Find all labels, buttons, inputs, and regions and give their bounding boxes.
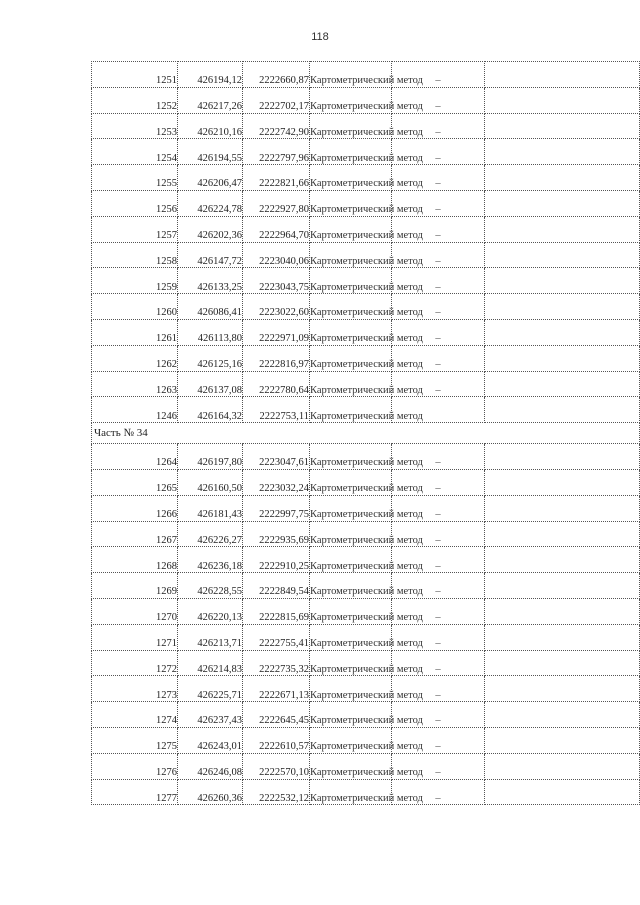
point-number: 1267	[92, 521, 178, 547]
table-row	[92, 573, 640, 599]
description-cell	[485, 165, 640, 191]
accuracy-cell: –	[392, 294, 485, 320]
accuracy-cell: –	[392, 702, 485, 728]
point-number: 1265	[92, 469, 178, 495]
coordinate-y: 2222816,97	[243, 345, 310, 371]
table-row	[92, 87, 640, 113]
coordinate-x: 426224,78	[178, 190, 243, 216]
accuracy-cell: –	[392, 87, 485, 113]
coordinate-x: 426125,16	[178, 345, 243, 371]
description-cell	[485, 371, 640, 397]
table-row	[92, 624, 640, 650]
point-number: 1274	[92, 702, 178, 728]
description-cell	[485, 727, 640, 753]
point-number: 1277	[92, 779, 178, 805]
description-cell	[485, 702, 640, 728]
accuracy-cell: –	[392, 547, 485, 573]
description-cell	[485, 624, 640, 650]
coordinate-x: 426197,80	[178, 444, 243, 470]
table-row	[92, 521, 640, 547]
method-cell: Картометрический метод	[310, 676, 392, 702]
coordinate-x: 426086,41	[178, 294, 243, 320]
point-number: 1261	[92, 319, 178, 345]
accuracy-cell: –	[392, 139, 485, 165]
method-cell: Картометрический метод	[310, 598, 392, 624]
method-cell: Картометрический метод	[310, 521, 392, 547]
coordinate-y: 2222815,69	[243, 598, 310, 624]
coordinate-y: 2222971,09	[243, 319, 310, 345]
coordinate-y: 2222671,13	[243, 676, 310, 702]
method-cell: Картометрический метод	[310, 469, 392, 495]
method-cell: Картометрический метод	[310, 371, 392, 397]
description-cell	[485, 87, 640, 113]
method-cell: Картометрический метод	[310, 547, 392, 573]
method-cell: Картометрический метод	[310, 624, 392, 650]
method-cell: Картометрический метод	[310, 702, 392, 728]
coordinate-x: 426181,43	[178, 495, 243, 521]
coordinate-x: 426217,26	[178, 87, 243, 113]
table-row	[92, 753, 640, 779]
coordinate-x: 426133,25	[178, 268, 243, 294]
accuracy-cell: –	[392, 779, 485, 805]
coordinate-y: 2222997,75	[243, 495, 310, 521]
accuracy-cell: –	[392, 242, 485, 268]
coordinate-x: 426113,80	[178, 319, 243, 345]
coordinate-x: 426213,71	[178, 624, 243, 650]
method-cell: Картометрический метод	[310, 753, 392, 779]
point-number: 1258	[92, 242, 178, 268]
description-cell	[485, 444, 640, 470]
accuracy-cell: –	[392, 598, 485, 624]
table-row	[92, 165, 640, 191]
accuracy-cell: –	[392, 521, 485, 547]
coordinate-x: 426214,83	[178, 650, 243, 676]
accuracy-cell: –	[392, 573, 485, 599]
coordinate-x: 426225,71	[178, 676, 243, 702]
accuracy-cell: –	[392, 113, 485, 139]
coordinate-x: 426160,50	[178, 469, 243, 495]
accuracy-cell: –	[392, 345, 485, 371]
coordinate-y: 2222964,70	[243, 216, 310, 242]
table-row	[92, 242, 640, 268]
coordinate-y: 2223040,06	[243, 242, 310, 268]
coordinate-y: 2223022,60	[243, 294, 310, 320]
accuracy-cell: –	[392, 624, 485, 650]
table-row	[92, 319, 640, 345]
coordinate-x: 426137,08	[178, 371, 243, 397]
coordinate-y: 2222702,17	[243, 87, 310, 113]
coordinate-x: 426226,27	[178, 521, 243, 547]
coordinate-x: 426164,32	[178, 397, 243, 423]
point-number: 1262	[92, 345, 178, 371]
point-number: 1263	[92, 371, 178, 397]
point-number: 1264	[92, 444, 178, 470]
method-cell: Картометрический метод	[310, 495, 392, 521]
table-row	[92, 676, 640, 702]
coordinate-y: 2223032,24	[243, 469, 310, 495]
method-cell: Картометрический метод	[310, 573, 392, 599]
table-row	[92, 650, 640, 676]
table-row	[92, 495, 640, 521]
description-cell	[485, 547, 640, 573]
description-cell	[485, 779, 640, 805]
table-row	[92, 547, 640, 573]
coordinate-y: 2222570,10	[243, 753, 310, 779]
accuracy-cell: –	[392, 495, 485, 521]
description-cell	[485, 753, 640, 779]
method-cell: Картометрический метод	[310, 113, 392, 139]
description-cell	[485, 190, 640, 216]
coordinate-y: 2222935,69	[243, 521, 310, 547]
accuracy-cell: –	[392, 727, 485, 753]
point-number: 1268	[92, 547, 178, 573]
method-cell: Картометрический метод	[310, 242, 392, 268]
method-cell: Картометрический метод	[310, 165, 392, 191]
point-number: 1266	[92, 495, 178, 521]
accuracy-cell: –	[392, 319, 485, 345]
table-row	[92, 469, 640, 495]
table-row	[92, 702, 640, 728]
method-cell: Картометрический метод	[310, 216, 392, 242]
point-number: 1255	[92, 165, 178, 191]
method-cell: Картометрический метод	[310, 727, 392, 753]
point-number: 1271	[92, 624, 178, 650]
point-number: 1246	[92, 397, 178, 423]
table-row	[92, 397, 640, 423]
point-number: 1254	[92, 139, 178, 165]
coordinate-y: 2222755,41	[243, 624, 310, 650]
point-number: 1256	[92, 190, 178, 216]
coordinate-x: 426237,43	[178, 702, 243, 728]
coordinate-x: 426202,36	[178, 216, 243, 242]
point-number: 1257	[92, 216, 178, 242]
table-row	[92, 598, 640, 624]
point-number: 1269	[92, 573, 178, 599]
table-row	[92, 371, 640, 397]
point-number: 1259	[92, 268, 178, 294]
method-cell: Картометрический метод	[310, 87, 392, 113]
point-number: 1252	[92, 87, 178, 113]
coordinate-y: 2222532,12	[243, 779, 310, 805]
description-cell	[485, 676, 640, 702]
accuracy-cell: –	[392, 62, 485, 88]
method-cell: Картометрический метод	[310, 190, 392, 216]
table-row	[92, 727, 640, 753]
accuracy-cell: –	[392, 190, 485, 216]
accuracy-cell: –	[392, 165, 485, 191]
method-cell: Картометрический метод	[310, 268, 392, 294]
table-row	[92, 345, 640, 371]
method-cell: Картометрический метод	[310, 444, 392, 470]
accuracy-cell: –	[392, 469, 485, 495]
point-number: 1273	[92, 676, 178, 702]
accuracy-cell: –	[392, 753, 485, 779]
accuracy-cell: –	[392, 650, 485, 676]
point-number: 1253	[92, 113, 178, 139]
coordinates-table-body	[92, 62, 640, 805]
description-cell	[485, 598, 640, 624]
coordinate-y: 2222910,25	[243, 547, 310, 573]
accuracy-cell: –	[392, 676, 485, 702]
coordinates-table	[91, 61, 640, 805]
section-row	[92, 423, 640, 444]
description-cell	[485, 62, 640, 88]
coordinate-y: 2222797,96	[243, 139, 310, 165]
coordinate-y: 2222753,11	[243, 397, 310, 423]
coordinate-y: 2222927,80	[243, 190, 310, 216]
coordinate-y: 2222780,64	[243, 371, 310, 397]
coordinate-x: 426194,12	[178, 62, 243, 88]
section-label: Часть № 34	[92, 423, 640, 444]
coordinate-y: 2222610,57	[243, 727, 310, 753]
method-cell: Картометрический метод	[310, 319, 392, 345]
coordinate-y: 2223047,61	[243, 444, 310, 470]
description-cell	[485, 216, 640, 242]
coordinate-x: 426260,36	[178, 779, 243, 805]
coordinate-y: 2223043,75	[243, 268, 310, 294]
method-cell: Картометрический метод	[310, 139, 392, 165]
description-cell	[485, 495, 640, 521]
point-number: 1275	[92, 727, 178, 753]
coordinate-x: 426194,55	[178, 139, 243, 165]
coordinate-y: 2222735,32	[243, 650, 310, 676]
table-row	[92, 139, 640, 165]
table-row	[92, 294, 640, 320]
point-number: 1251	[92, 62, 178, 88]
table-row	[92, 216, 640, 242]
table-row	[92, 268, 640, 294]
method-cell: Картометрический метод	[310, 294, 392, 320]
method-cell: Картометрический метод	[310, 397, 392, 423]
table-row	[92, 62, 640, 88]
coordinate-x: 426147,72	[178, 242, 243, 268]
table-row	[92, 113, 640, 139]
method-cell: Картометрический метод	[310, 345, 392, 371]
description-cell	[485, 242, 640, 268]
coordinate-x: 426236,18	[178, 547, 243, 573]
point-number: 1270	[92, 598, 178, 624]
accuracy-cell: –	[392, 216, 485, 242]
description-cell	[485, 397, 640, 423]
page-number: 118	[311, 31, 329, 43]
description-cell	[485, 139, 640, 165]
coordinate-y: 2222821,66	[243, 165, 310, 191]
accuracy-cell: –	[392, 444, 485, 470]
coordinate-y: 2222742,90	[243, 113, 310, 139]
coordinate-x: 426228,55	[178, 573, 243, 599]
coordinate-x: 426246,08	[178, 753, 243, 779]
point-number: 1260	[92, 294, 178, 320]
method-cell: Картометрический метод	[310, 650, 392, 676]
point-number: 1272	[92, 650, 178, 676]
coordinate-y: 2222849,54	[243, 573, 310, 599]
description-cell	[485, 650, 640, 676]
coordinate-x: 426210,16	[178, 113, 243, 139]
description-cell	[485, 294, 640, 320]
description-cell	[485, 345, 640, 371]
point-number: 1276	[92, 753, 178, 779]
method-cell: Картометрический метод	[310, 779, 392, 805]
description-cell	[485, 113, 640, 139]
coordinate-x: 426220,13	[178, 598, 243, 624]
table-row	[92, 779, 640, 805]
accuracy-cell: –	[392, 268, 485, 294]
method-cell: Картометрический метод	[310, 62, 392, 88]
coordinate-y: 2222645,45	[243, 702, 310, 728]
description-cell	[485, 469, 640, 495]
coordinate-x: 426243,01	[178, 727, 243, 753]
coordinate-y: 2222660,87	[243, 62, 310, 88]
description-cell	[485, 573, 640, 599]
description-cell	[485, 319, 640, 345]
accuracy-cell: –	[392, 371, 485, 397]
table-row	[92, 444, 640, 470]
description-cell	[485, 521, 640, 547]
table-row	[92, 190, 640, 216]
description-cell	[485, 268, 640, 294]
coordinate-x: 426206,47	[178, 165, 243, 191]
